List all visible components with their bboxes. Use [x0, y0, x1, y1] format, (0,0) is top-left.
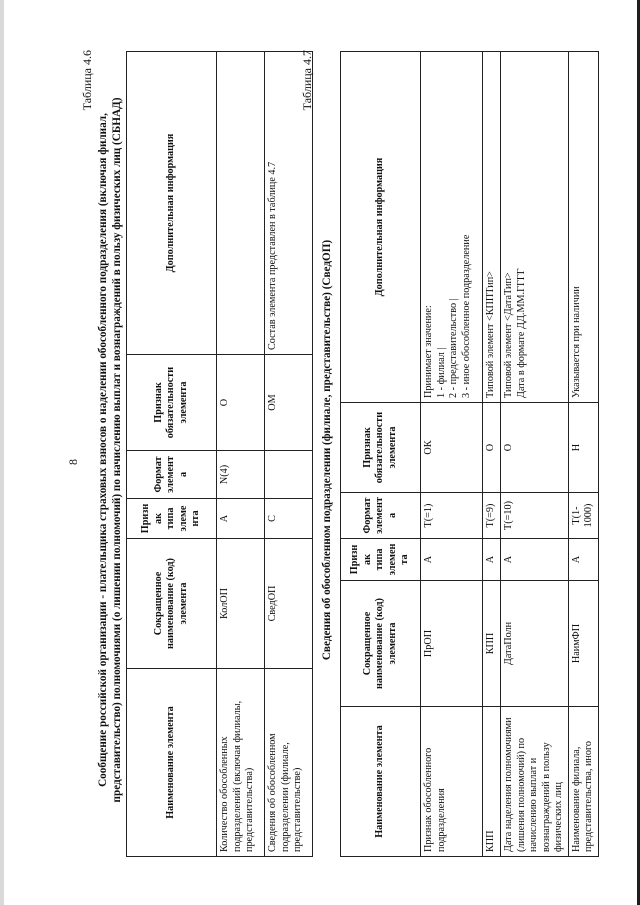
- info-line: Типовой элемент <ДатаТип>: [503, 272, 514, 398]
- table-row: [501, 52, 569, 857]
- cell-required: О: [501, 403, 569, 493]
- cell-info: [483, 52, 501, 403]
- header-required: Признак обязательности элемента: [341, 403, 421, 493]
- cell-type: A: [217, 499, 265, 539]
- cell-required: Н: [568, 403, 598, 493]
- cell-required: ОК: [421, 403, 483, 493]
- info-line: Принимает значение:: [423, 305, 434, 398]
- cell-name: Признак обособленного подразделения: [421, 707, 483, 857]
- cell-code: КолОП: [217, 539, 265, 669]
- cell-type: A: [421, 539, 483, 581]
- table-header-row: [341, 52, 421, 857]
- cell-info: [568, 52, 598, 403]
- cell-info: [421, 52, 483, 403]
- header-type: Признак типа элемента: [127, 499, 217, 539]
- page-number: 8: [66, 459, 80, 465]
- table-4-6-label: Таблица 4.6: [80, 50, 94, 111]
- header-type: Признак типа элемента: [341, 539, 421, 581]
- cell-name: Сведения об обособленном подразделении (филиале, представительстве): [265, 669, 313, 857]
- info-line: 3 - иное обособленное подразделение: [460, 234, 472, 398]
- table-4-7-title: Сведения об обособленном подразделении (филиале, представительстве) (СведОП): [321, 239, 333, 661]
- cell-type: С: [265, 499, 313, 539]
- cell-info: [501, 52, 569, 403]
- header-code: Сокращенное наименование (код) элемента: [127, 539, 217, 669]
- header-name: Наименование элемента: [127, 669, 217, 857]
- cell-name: Количество обособленных подразделений (включая филиалы, представительства): [217, 669, 265, 857]
- cell-code: КПП: [483, 581, 501, 707]
- info-line: 2 - представительство |: [448, 298, 459, 398]
- info-line: Дата в формате ДД.ММ.ГГГГ: [515, 268, 527, 398]
- cell-name: КПП: [483, 707, 501, 857]
- cell-format: N(4): [217, 451, 265, 499]
- table-row: [483, 52, 501, 857]
- cell-format: T(=1): [421, 493, 483, 539]
- title-line-2: представительство) полномочиями (о лишении полномочий) по начислению выплат и вознаграждений в пользу физических лиц (СБНАД): [111, 97, 123, 803]
- cell-info: [217, 52, 265, 355]
- table-row: [421, 52, 483, 857]
- table-row: [217, 52, 265, 857]
- table-4-7-label: Таблица 4.7: [300, 50, 314, 111]
- table-header-row: [127, 52, 217, 857]
- cell-required: О: [217, 355, 265, 451]
- cell-code: СведОП: [265, 539, 313, 669]
- cell-format: T(=10): [501, 493, 569, 539]
- cell-type: A: [568, 539, 598, 581]
- cell-name: Дата наделения полномочиями (лишения полномочий) по начислению выплат и вознаграждений в пользу физических лиц: [501, 707, 569, 857]
- table-4-6: [126, 51, 313, 857]
- title-line-1: Сообщение российской организации - плательщика страховых взносов о наделении обособленного подразделения (включая филиал,: [97, 113, 109, 787]
- cell-format: [265, 451, 313, 499]
- cell-required: ОМ: [265, 355, 313, 451]
- info-line: 1 - филиал |: [435, 347, 447, 398]
- cell-name: Наименование филиала, представительства, иного: [568, 707, 598, 857]
- header-required: Признак обязательности элемента: [127, 355, 217, 451]
- header-name: Наименование элемента: [341, 707, 421, 857]
- cell-info: Состав элемента представлен в таблице 4.7: [265, 52, 313, 355]
- header-code: Сокращенное наименование (код) элемента: [341, 581, 421, 707]
- cell-code: ДатаПолн: [501, 581, 569, 707]
- table-4-6-title: [96, 55, 124, 845]
- cell-code: НаимФП: [568, 581, 598, 707]
- header-info: Дополнительная информация: [127, 52, 217, 355]
- header-format: Формат элемента: [127, 451, 217, 499]
- cell-format: T(1-1000): [568, 493, 598, 539]
- table-row: [568, 52, 598, 857]
- cell-code: ПрОП: [421, 581, 483, 707]
- cell-type: A: [483, 539, 501, 581]
- cell-type: A: [501, 539, 569, 581]
- table-4-7: [340, 51, 599, 857]
- info-line: Указывается при наличии: [570, 286, 582, 398]
- cell-required: О: [483, 403, 501, 493]
- info-line: Типовой элемент <КППТип>: [485, 271, 496, 398]
- header-format: Формат элемента: [341, 493, 421, 539]
- cell-format: T(=9): [483, 493, 501, 539]
- header-info: Дополнительная информация: [341, 52, 421, 403]
